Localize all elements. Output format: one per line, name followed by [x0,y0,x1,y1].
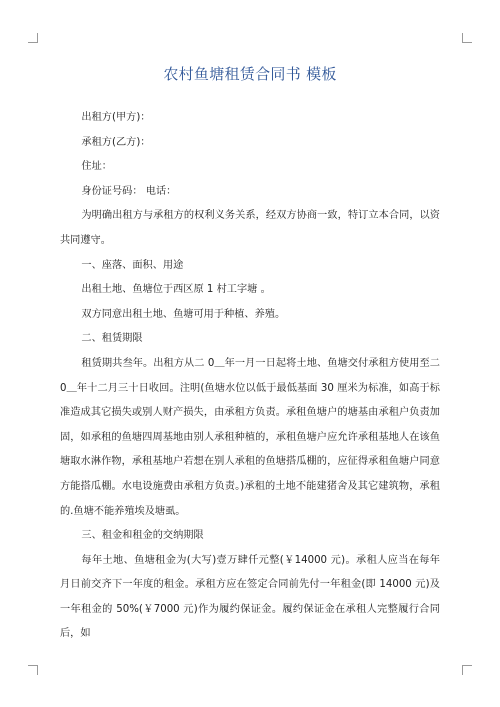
term-paragraph: 租赁期共叁年。出租方从二 0＿年一月一日起将土地、鱼塘交付承租方使用至二0＿年十二月三十日收回。注明(鱼塘水位以低于最低基面 30 厘米为标准，如高于标准造成其它损失或别人财产损失，由承租方负责。承租鱼塘户的塘基由承租户负责加固，如承租的鱼塘四周基地由别人承租种植的，承租鱼塘户应允许承租基地人在该鱼塘取水淋作物，承租基地户若想在别人承租的鱼塘搭瓜棚的，应征得承租鱼塘户同意方能搭瓜棚。水电设施费由承租方负责。)承租的土地不能建猪舍及其它建筑物，承租的.鱼塘不能养殖埃及塘虱。 [60,357,440,517]
section-heading-location: 一、座落、面积、用途 [81,259,184,271]
lessor-line: 出租方(甲方)： [81,112,151,123]
crop-mark-bottom-right [462,665,472,675]
document-page [60,62,440,647]
crop-mark-top-right [462,33,472,43]
section-heading-rent: 三、租金和租金的交纳期限 [81,530,204,542]
section-heading-term: 二、租赁期限 [81,333,143,345]
usage-paragraph: 双方同意出租土地、鱼塘可用于种植、养殖。 [81,308,286,320]
rent-paragraph: 每年土地、鱼塘租金为(大写)壹万肆仟元整(￥14000 元)。承租人应当在每年 月日前交齐下一年度的租金。承租方应在签定合同前先付一年租金(即 14000 元)及一年租金的 50%(￥7000 元)作为履约保证金。履约保证金在承租人完整履行合同后，如 [60,554,440,640]
address-line: 住址： [81,161,112,173]
id-phone-line: 身份证号码： 电话： [81,185,177,197]
preamble-paragraph: 为明确出租方与承租方的权利义务关系，经双方协商一致，特订立本合同，以资共同遵守。 [60,210,440,246]
lessee-line: 承租方(乙方)： [81,136,151,148]
document-title: 农村鱼塘租赁合同书 模板 [163,65,337,83]
crop-mark-bottom-left [28,665,38,675]
document-body [60,106,440,647]
crop-mark-top-left [28,33,38,43]
location-paragraph: 出租土地、鱼塘位于西区原 1 村工字塘 。 [81,284,271,296]
